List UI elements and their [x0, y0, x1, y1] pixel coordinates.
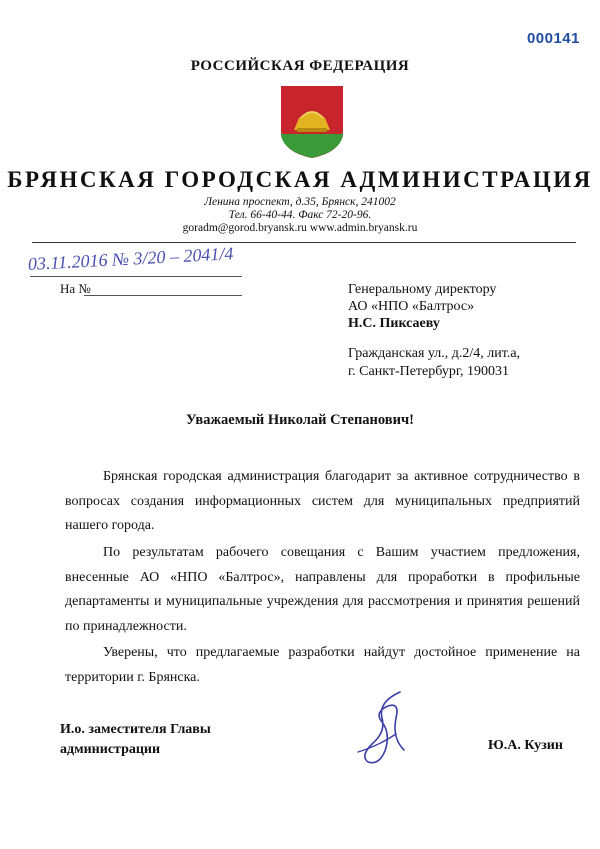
recipient-city: г. Санкт-Петербург, 190031: [348, 364, 510, 379]
date-underline: [30, 276, 242, 277]
signatory-position-line2: администрации: [60, 742, 161, 757]
country-heading: РОССИЙСКАЯ ФЕДЕРАЦИЯ: [190, 58, 410, 74]
recipient-street: Гражданская ул., д.2/4, лит.а,: [348, 346, 521, 361]
coat-of-arms-emblem: [279, 84, 345, 160]
recipient-name: Н.С. Пиксаеву: [348, 316, 440, 331]
body-paragraph-1: Брянская городская администрация благодарит за активное сотрудничество в вопросах создания информационных систем для муниципальных предприятий нашего города.: [65, 469, 580, 533]
body-paragraph-2: По результатам рабочего совещания с Вашим участием предложения, внесенные АО «НПО «Балтрос», направлены для проработки в профильные департаменты и муниципальные учреждения для рассмотрения и принятия решений по принадлежности.: [65, 545, 580, 634]
salutation: Уважаемый Николай Степанович!: [185, 412, 414, 428]
signatory-position: [60, 720, 211, 760]
header-divider: [32, 242, 576, 243]
handwritten-date-number: 03.11.2016 № 3/20 – 2041/4: [27, 243, 234, 274]
address-line: Ленина проспект, д.35, Брянск, 241002: [204, 196, 396, 208]
phone-fax-line: Тел. 66-40-44. Факс 72-20-96.: [228, 209, 372, 221]
document-number: 000141: [526, 30, 580, 47]
reference-underline: [84, 295, 242, 296]
contacts-line: goradm@gorod.bryansk.ru www.admin.bryansk.ru: [182, 222, 418, 234]
recipient-title: Генеральному директору: [348, 282, 497, 297]
recipient-company: АО «НПО «Балтрос»: [348, 299, 475, 314]
reference-label: На №: [60, 281, 91, 296]
handwritten-signature: [338, 688, 438, 768]
body-paragraph-3: Уверены, что предлагаемые разработки найдут достойное применение на территории г. Брянска.: [65, 645, 580, 685]
organization-name: БРЯНСКАЯ ГОРОДСКАЯ АДМИНИСТРАЦИЯ: [7, 167, 593, 192]
signatory-name: Ю.А. Кузин: [488, 738, 563, 753]
signatory-position-line1: И.о. заместителя Главы: [60, 722, 211, 737]
